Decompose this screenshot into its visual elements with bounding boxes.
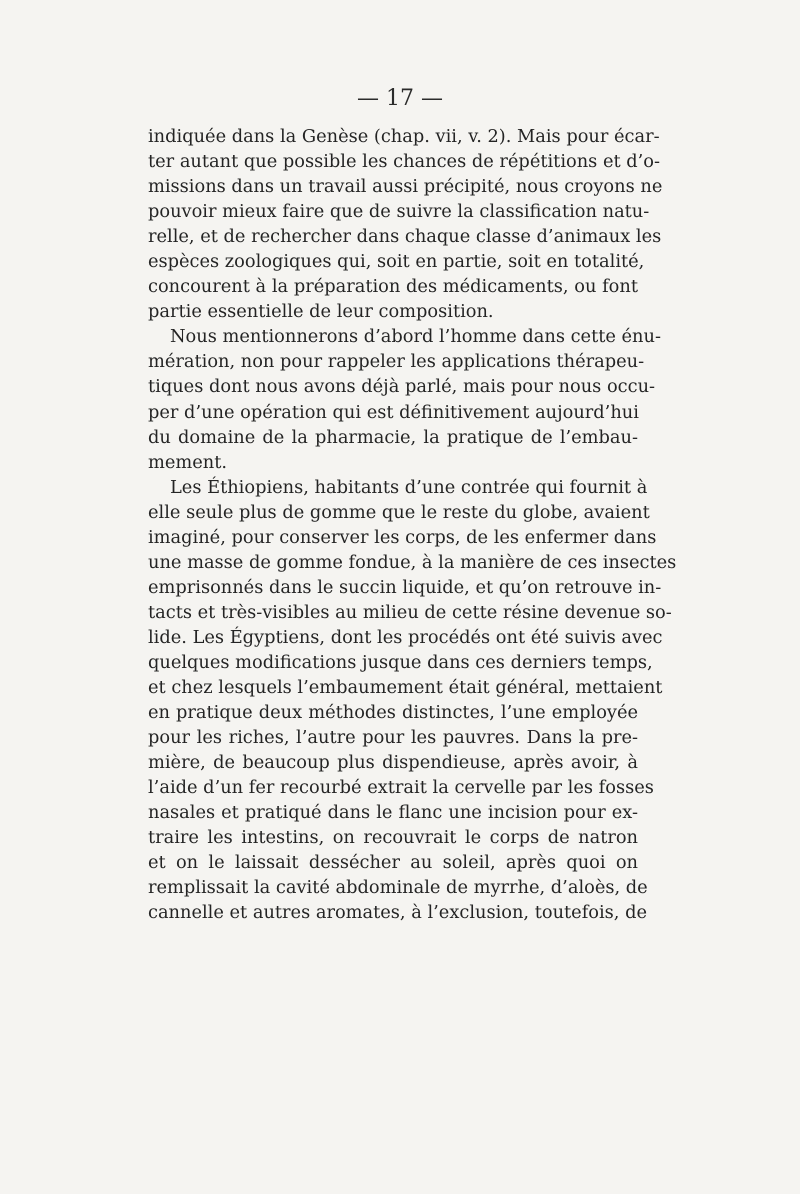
text-line: Nous mentionnerons d’abord l’homme dans cette énu- [170,326,661,348]
text-line: et on le laissait dessécher au soleil, après quoi on [148,852,638,874]
text-line: une masse de gomme fondue, à la manière de ces insectes [148,551,677,573]
text-line: Les Éthiopiens, habitants d’une contrée qui fournit à [170,476,648,498]
text-line: indiquée dans la Genèse (chap. vii, v. 2). Mais pour écar- [148,126,660,147]
text-line: per d’une opération qui est définitivement aujourd’hui [148,401,639,423]
text-line: mement. [148,451,228,473]
page-number: — 17 — [357,86,443,111]
text-line: nasales et pratiqué dans le flanc une incision pour ex- [148,802,638,824]
text-line: cannelle et autres aromates, à l’exclusion, toutefois, de [148,902,648,924]
text-line: du domaine de la pharmacie, la pratique de l’embau- [148,426,638,448]
text-line: mération, non pour rappeler les applications thérapeu- [148,351,645,373]
body-text [148,124,677,926]
text-line: espèces zoologiques qui, soit en partie, soit en totalité, [148,251,645,273]
text-line: traire les intestins, on recouvrait le corps de natron [148,827,638,849]
text-line: remplissait la cavité abdominale de myrrhe, d’aloès, de [148,877,648,899]
text-line: tacts et très-visibles au milieu de cette résine devenue so- [148,601,672,623]
text-line: tiques dont nous avons déjà parlé, mais pour nous occu- [148,376,656,398]
text-line: quelques modifications jusque dans ces derniers temps, [148,651,653,673]
text-line: imaginé, pour conserver les corps, de les enfermer dans [148,526,657,548]
text-line: en pratique deux méthodes distinctes, l’une employée [148,702,638,724]
text-line: missions dans un travail aussi précipité, nous croyons ne [148,176,663,198]
text-line: pour les riches, l’autre pour les pauvres. Dans la pre- [148,727,638,749]
text-line: pouvoir mieux faire que de suivre la classification natu- [148,201,650,223]
text-line: et chez lesquels l’embaumement était général, mettaient [148,677,663,699]
text-line: emprisonnés dans le succin liquide, et qu’on retrouve in- [148,576,662,598]
text-line: partie essentielle de leur composition. [148,301,494,323]
text-line: ter autant que possible les chances de répétitions et d’o- [148,151,661,173]
text-line: l’aide d’un fer recourbé extrait la cervelle par les fosses [148,777,654,799]
text-line: elle seule plus de gomme que le reste du globe, avaient [148,501,650,523]
text-line: mière, de beaucoup plus dispendieuse, après avoir, à [148,752,638,774]
text-line: concourent à la préparation des médicaments, ou font [148,276,638,298]
text-line: lide. Les Égyptiens, dont les procédés ont été suivis avec [148,626,663,648]
text-line: relle, et de rechercher dans chaque classe d’animaux les [148,226,662,248]
